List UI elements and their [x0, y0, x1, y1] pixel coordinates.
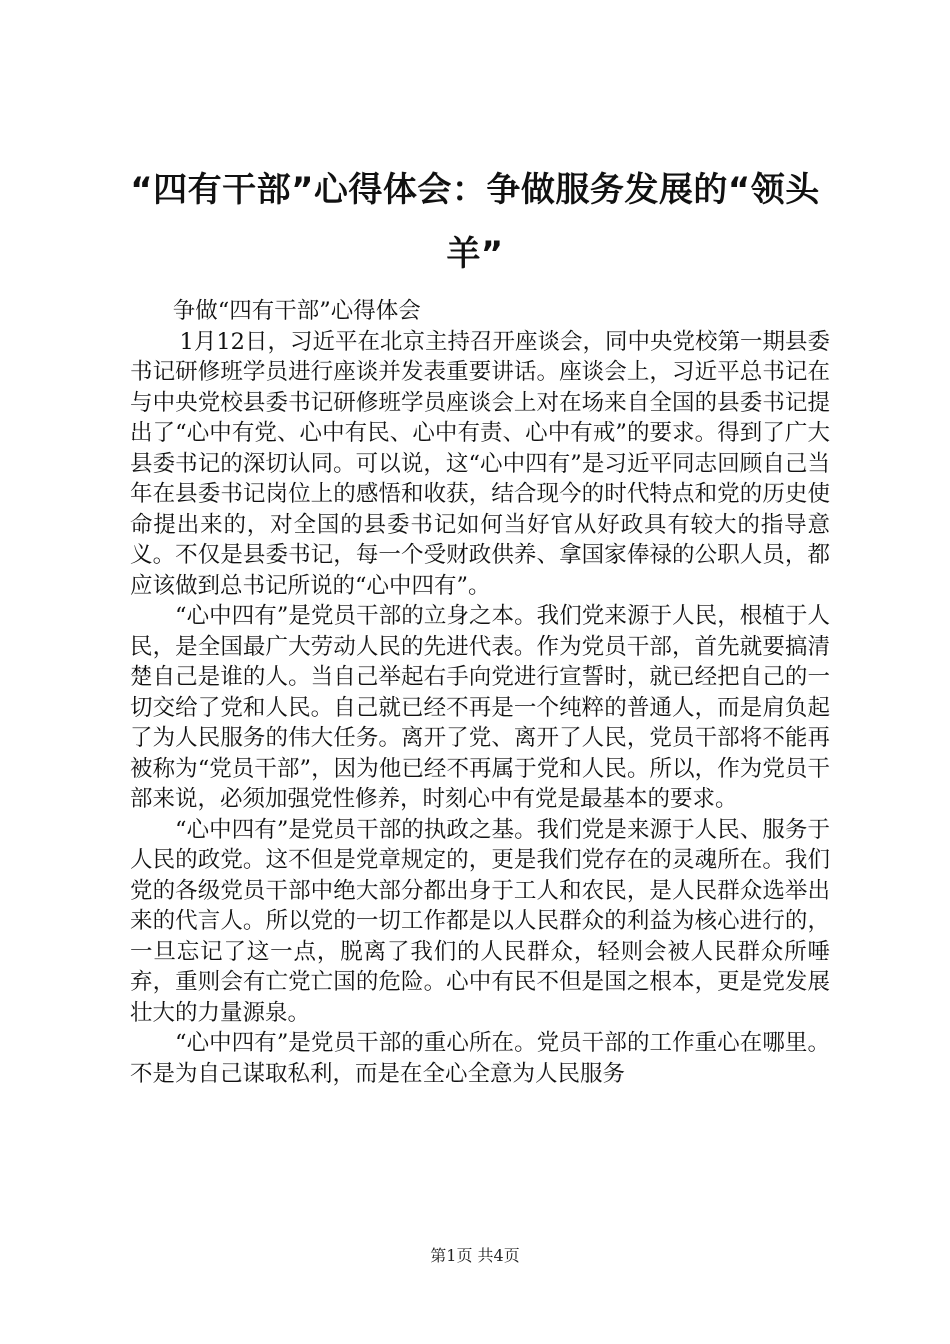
document-subtitle: 争做“四有干部”心得体会 — [172, 298, 421, 324]
page-number-footer: 第1页 共4页 — [430, 1246, 520, 1265]
paragraph: “心中四有”是党员干部的重心所在。党员干部的工作重心在哪里。不是为自己谋取私利，而是在全心全意为人民服务 — [130, 1030, 830, 1087]
paragraph: “心中四有”是党员干部的执政之基。我们党是来源于人民、服务于人民的政党。这不但是党章规定的，更是我们党存在的灵魂所在。我们党的各级党员干部中绝大部分都出身于工人和农民，是人民群众选举出来的代言人。所以党的一切工作都是以人民群众的利益为核心进行的，一旦忘记了这一点，脱离了我们的人民群众，轻则会被人民群众所唾弃，重则会有亡党亡国的危险。心中有民不但是国之根本，更是党发展壮大的力量源泉。 — [130, 816, 830, 1026]
paragraph: 1月12日，习近平在北京主持召开座谈会，同中央党校第一期县委书记研修班学员进行座谈并发表重要讲话。座谈会上，习近平总书记在与中央党校县委书记研修班学员座谈会上对在场来自全国的县委书记提出了“心中有党、心中有民、心中有责、心中有戒”的要求。得到了广大县委书记的深切认同。可以说，这“心中四有”是习近平同志回顾自己当年在县委书记岗位上的感悟和收获，结合现今的时代特点和党的历史使命提出来的，对全国的县委书记如何当好官从好政具有较大的指导意义。不仅是县委书记，每一个受财政供养、拿国家俸禄的公职人员，都应该做到总书记所说的“心中四有”。 — [130, 328, 830, 599]
document-title: “四有干部”心得体会：争做服务发展的“领头羊” — [130, 170, 820, 274]
document-body — [130, 296, 830, 1089]
paragraph: “心中四有”是党员干部的立身之本。我们党来源于人民，根植于人民，是全国最广大劳动人民的先进代表。作为党员干部，首先就要搞清楚自己是谁的人。当自己举起右手向党进行宣誓时，就已经把自己的一切交给了党和人民。自己就已经不再是一个纯粹的普通人，而是肩负起了为人民服务的伟大任务。离开了党、离开了人民，党员干部将不能再被称为“党员干部”，因为他已经不再属于党和人民。所以，作为党员干部来说，必须加强党性修养，时刻心中有党是最基本的要求。 — [130, 603, 830, 812]
